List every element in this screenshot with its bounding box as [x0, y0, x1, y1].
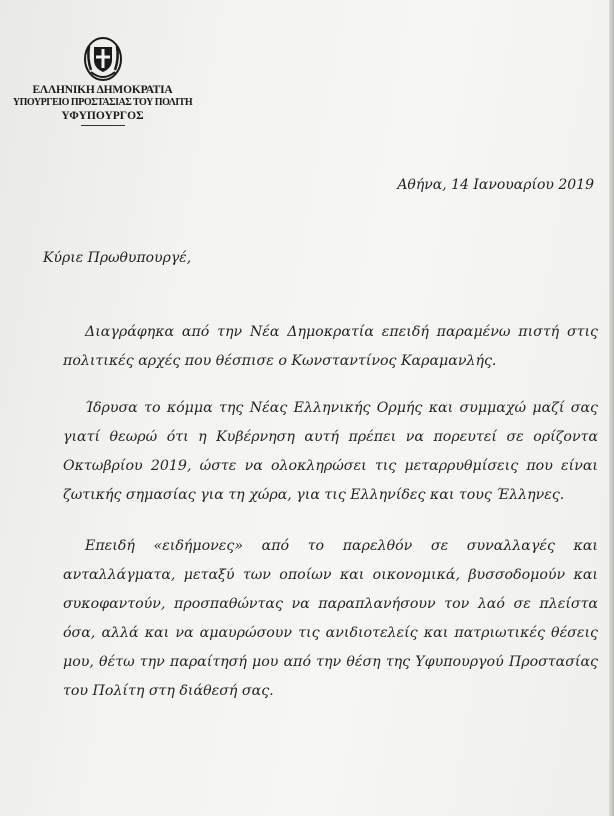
letterhead-country: ΕΛΛΗΝΙΚΗ ΔΗΜΟΚΡΑΤΙΑ [32, 84, 173, 96]
letter-paragraph: Επειδή «ειδήμονες» από το παρελθόν σε συναλλαγές και ανταλλάγματα, μεταξύ των οποίων και οικονομικά, βυσσοδομούν και συκοφαντούν, προσπαθώντας να παραπλανήσουν τον λαό σε πλείστα όσα, αλλά και να αμαυρώσουν τις ανιδιοτελείς και πατριωτικές θέσεις μου, θέτω την παραίτησή μου από την θέση της Υφυπουργού Προστασίας του Πολίτη στη διάθεσή σας. [63, 538, 598, 699]
letterhead-ministry: ΥΠΟΥΡΓΕΙΟ ΠΡΟΣΤΑΣΙΑΣ ΤΟΥ ΠΟΛΙΤΗ [12, 97, 193, 108]
letter-paragraph: Διαγράφηκα από την Νέα Δημοκρατία επειδή παραμένω πιστή στις πολιτικές αρχές που θέσπισε ο Κωνσταντίνος Καραμανλής. [63, 324, 598, 369]
letter-body [63, 318, 598, 724]
page-edge-shadow [609, 0, 614, 816]
letter-date: Αθήνα, 14 Ιανουαρίου 2019 [397, 177, 594, 193]
letter-paragraph: Ίδρυσα το κόμμα της Νέας Ελληνικής Ορμής και συμμαχώ μαζί σας γιατί θεωρώ ότι η Κυβέρνηση αυτή πρέπει να πορευτεί σε ορίζοντα Οκτωβρίου 2019, ώστε να ολοκληρώσει τις μεταρρυθμίσεις που είναι ζωτικής σημασίας για τη χώρα, για τις Ελληνίδες και τους Έλληνες. [63, 400, 598, 503]
letterhead-title: ΥΦΥΠΟΥΡΓΟΣ [61, 110, 144, 122]
greek-coat-of-arms-icon [83, 36, 123, 82]
letterhead [0, 36, 205, 126]
letter-salutation: Κύριε Πρωθυπουργέ, [43, 250, 192, 266]
letterhead-divider [81, 125, 125, 126]
